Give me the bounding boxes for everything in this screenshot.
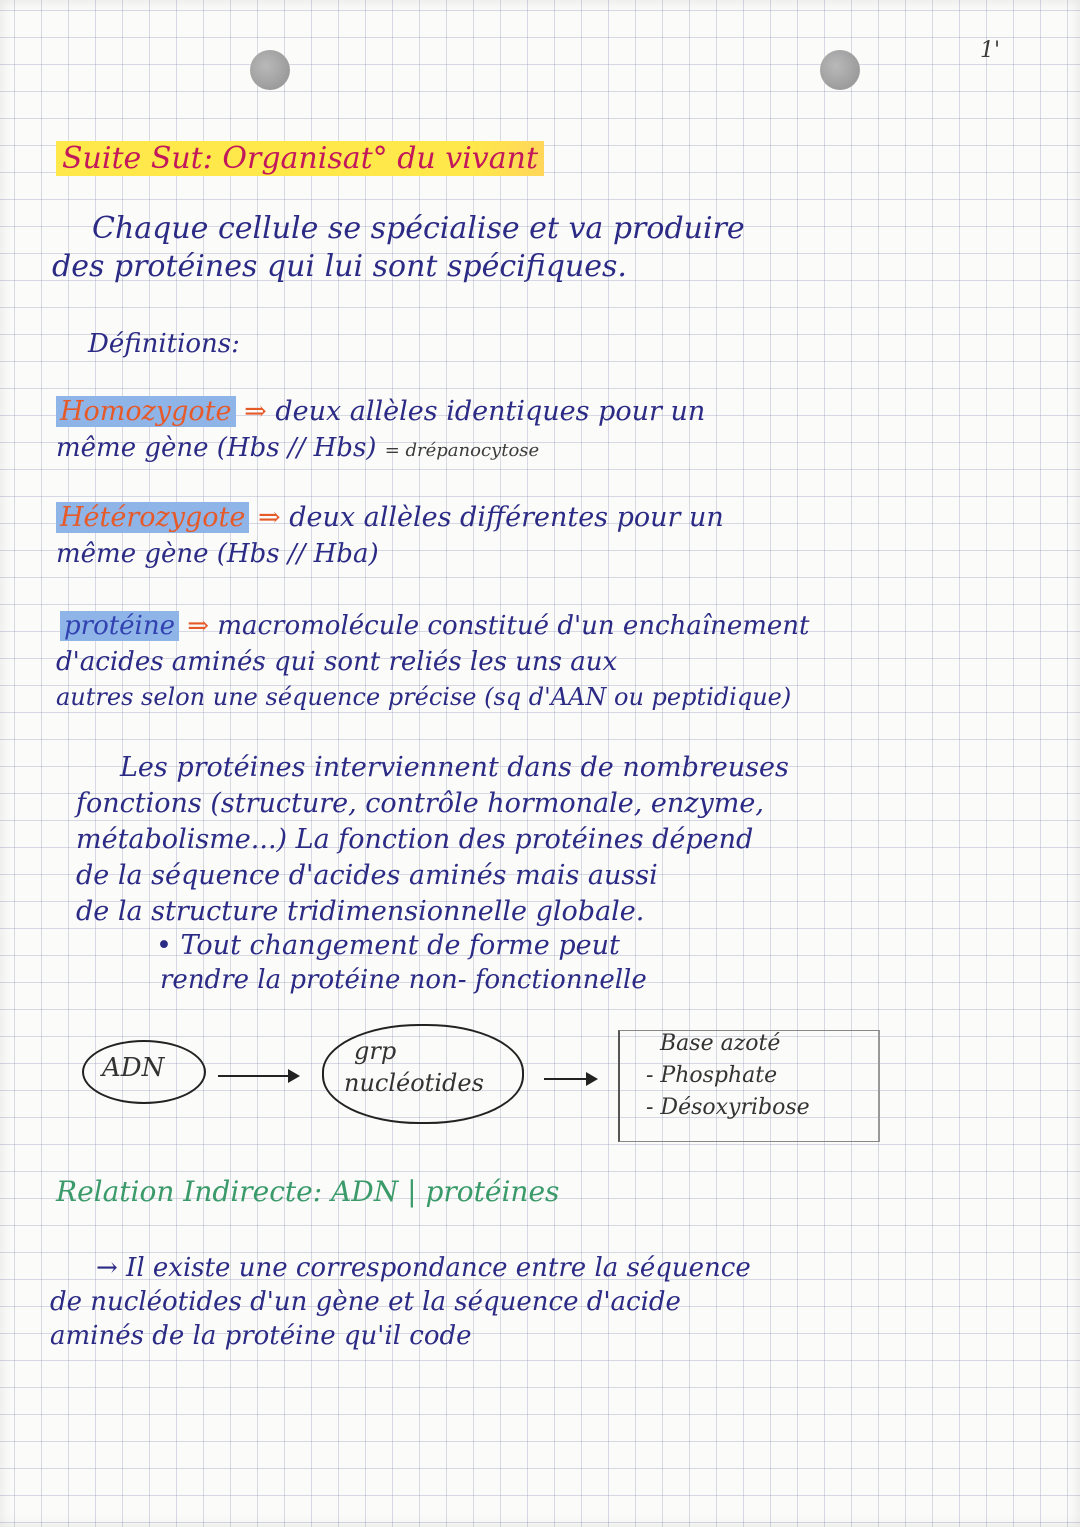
binder-hole-left bbox=[250, 50, 290, 90]
page-heading bbox=[56, 142, 544, 177]
intro-line-1: Chaque cellule se spécialise et va produire bbox=[92, 211, 745, 246]
homozygote-note: = drépanocytose bbox=[384, 440, 540, 461]
bullet-line-2: rendre la protéine non- fonctionnelle bbox=[160, 965, 647, 995]
relation-line-2: de nucléotides d'un gène et la séquence d'acide bbox=[50, 1287, 681, 1317]
homozygote-arrow: ⇒ bbox=[244, 396, 267, 427]
relation-line-1: → Il existe une correspondance entre la séquence bbox=[96, 1253, 751, 1283]
page-heading-text: Suite Sut: Organisat° du vivant bbox=[56, 141, 544, 176]
intro-line-2: des protéines qui lui sont spécifiques. bbox=[52, 249, 627, 284]
relation-heading: Relation Indirecte: ADN | protéines bbox=[56, 1175, 560, 1208]
diagram-components-box bbox=[618, 1030, 880, 1142]
homozygote-term: Homozygote bbox=[56, 396, 236, 427]
relation-line-3: aminés de la protéine qu'il code bbox=[50, 1321, 472, 1351]
diagram-item-phosphate: - Phosphate bbox=[646, 1063, 778, 1088]
paragraph-line-3: métabolisme...) La fonction des protéines dépend bbox=[76, 824, 754, 855]
diagram-item-base: Base azoté bbox=[660, 1031, 781, 1056]
proteine-line-1: macromolécule constitué d'un enchaînement bbox=[217, 611, 810, 641]
bullet-line-1: • Tout changement de forme peut bbox=[156, 930, 620, 961]
diagram-arrow-2 bbox=[544, 1078, 596, 1080]
diagram-nucleotides-line-2: nucléotides bbox=[344, 1069, 484, 1097]
diagram-nucleotides-line-1: grp bbox=[354, 1037, 397, 1065]
diagram-adn-node bbox=[82, 1040, 206, 1104]
page-number: 1' bbox=[980, 38, 1001, 63]
heterozygote-definition-line-1 bbox=[56, 502, 724, 533]
homozygote-definition-line-2 bbox=[56, 434, 539, 464]
diagram-adn-label: ADN bbox=[102, 1053, 165, 1083]
definitions-label: Définitions: bbox=[88, 329, 240, 359]
proteine-arrow: ⇒ bbox=[187, 611, 210, 641]
proteine-line-2: d'acides aminés qui sont reliés les uns aux bbox=[56, 647, 618, 677]
diagram-arrow-1 bbox=[218, 1075, 298, 1077]
binder-hole-right bbox=[820, 50, 860, 90]
paragraph-line-2: fonctions (structure, contrôle hormonale, enzyme, bbox=[76, 788, 764, 819]
heterozygote-line-1: deux allèles différentes pour un bbox=[289, 502, 724, 533]
heterozygote-line-2: même gène (Hbs // Hba) bbox=[56, 539, 379, 569]
diagram-nucleotides-node bbox=[322, 1024, 524, 1124]
paragraph-line-5: de la structure tridimensionnelle globale. bbox=[76, 896, 645, 927]
proteine-term: protéine bbox=[60, 611, 179, 641]
diagram-item-desoxyribose: - Désoxyribose bbox=[646, 1095, 810, 1120]
homozygote-line-1: deux allèles identiques pour un bbox=[275, 396, 706, 427]
heterozygote-term: Hétérozygote bbox=[56, 502, 249, 533]
paragraph-line-1: Les protéines interviennent dans de nombreuses bbox=[120, 752, 789, 783]
heterozygote-arrow: ⇒ bbox=[257, 502, 281, 533]
proteine-line-3: autres selon une séquence précise (sq d'AAN ou peptidique) bbox=[56, 683, 792, 711]
paragraph-line-4: de la séquence d'acides aminés mais aussi bbox=[76, 860, 658, 891]
homozygote-line-2: même gène (Hbs // Hbs) bbox=[56, 433, 377, 463]
proteine-definition-line-1 bbox=[60, 612, 810, 642]
homozygote-definition-line-1 bbox=[56, 396, 705, 427]
